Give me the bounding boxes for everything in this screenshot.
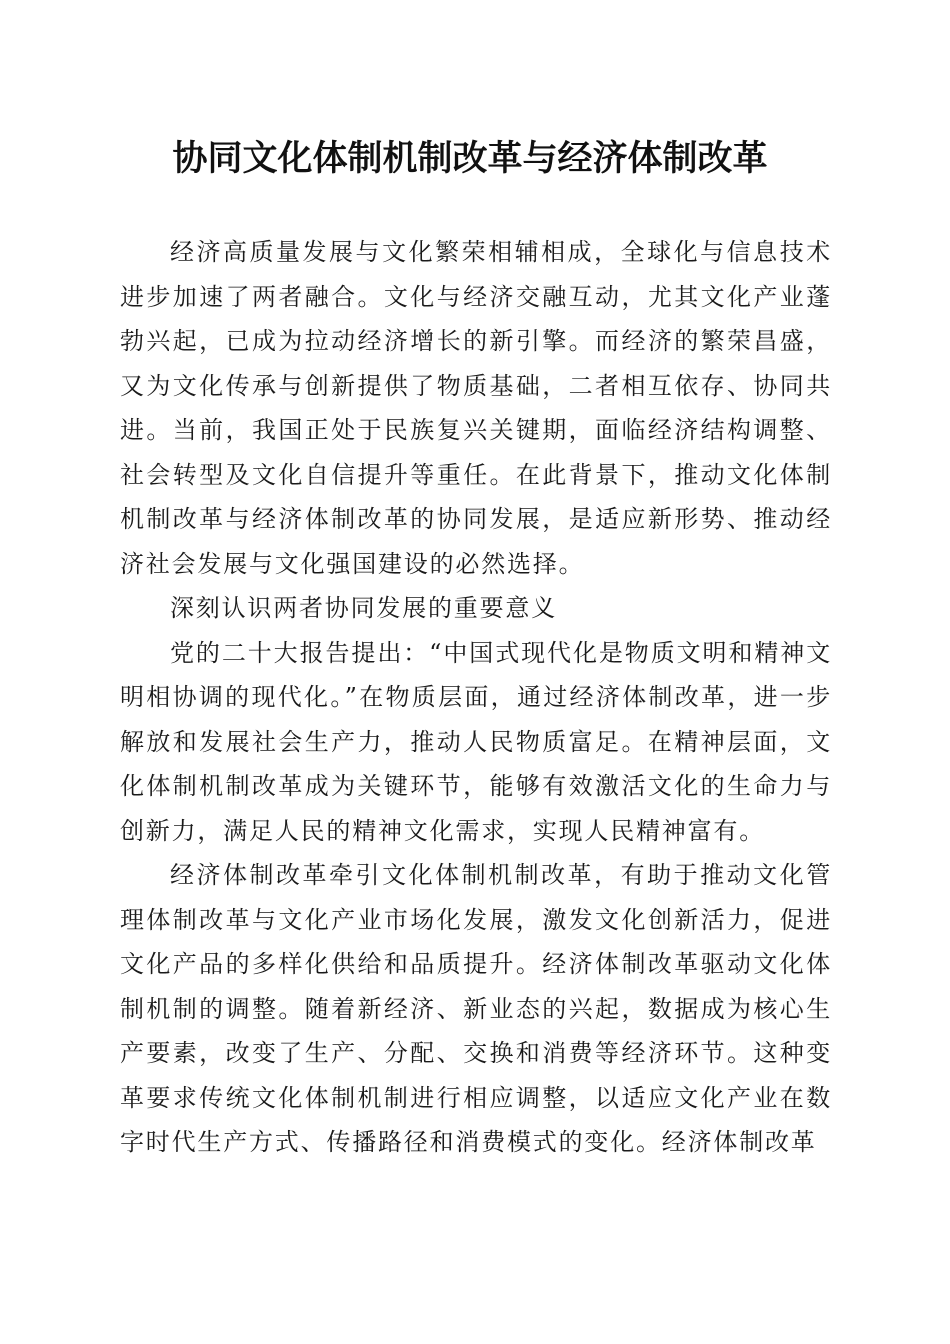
paragraph-economic-reform: 经济体制改革牵引文化体制机制改革，有助于推动文化管理体制改革与文化产业市场化发展，激发文化创新活力，促进文化产品的多样化供给和品质提升。经济体制改革驱动文化体制机制的调整。随着新经济、新业态的兴起，数据成为核心生产要素，改变了生产、分配、交换和消费等经济环节。这种变革要求传统文化体制机制进行相应调整，以适应文化产业在数字时代生产方式、传播路径和消费模式的变化。经济体制改革 (120, 861, 832, 1156)
document-body (120, 230, 832, 1165)
paragraph-intro: 经济高质量发展与文化繁荣相辅相成，全球化与信息技术进步加速了两者融合。文化与经济交融互动，尤其文化产业蓬勃兴起，已成为拉动经济增长的新引擎。而经济的繁荣昌盛，又为文化传承与创新提供了物质基础，二者相互依存、协同共进。当前，我国正处于民族复兴关键期，面临经济结构调整、社会转型及文化自信提升等重任。在此背景下，推动文化体制机制改革与经济体制改革的协同发展，是适应新形势、推动经济社会发展与文化强国建设的必然选择。 (120, 238, 832, 578)
section-heading: 深刻认识两者协同发展的重要意义 (170, 594, 557, 622)
paragraph-report: 党的二十大报告提出：“中国式现代化是物质文明和精神文明相协调的现代化。”在物质层面，通过经济体制改革，进一步解放和发展社会生产力，推动人民物质富足。在精神层面，文化体制机制改革成为关键环节，能够有效激活文化的生命力与创新力，满足人民的精神文化需求，实现人民精神富有。 (120, 638, 832, 845)
document-title: 协同文化体制机制改革与经济体制改革 (172, 139, 768, 179)
